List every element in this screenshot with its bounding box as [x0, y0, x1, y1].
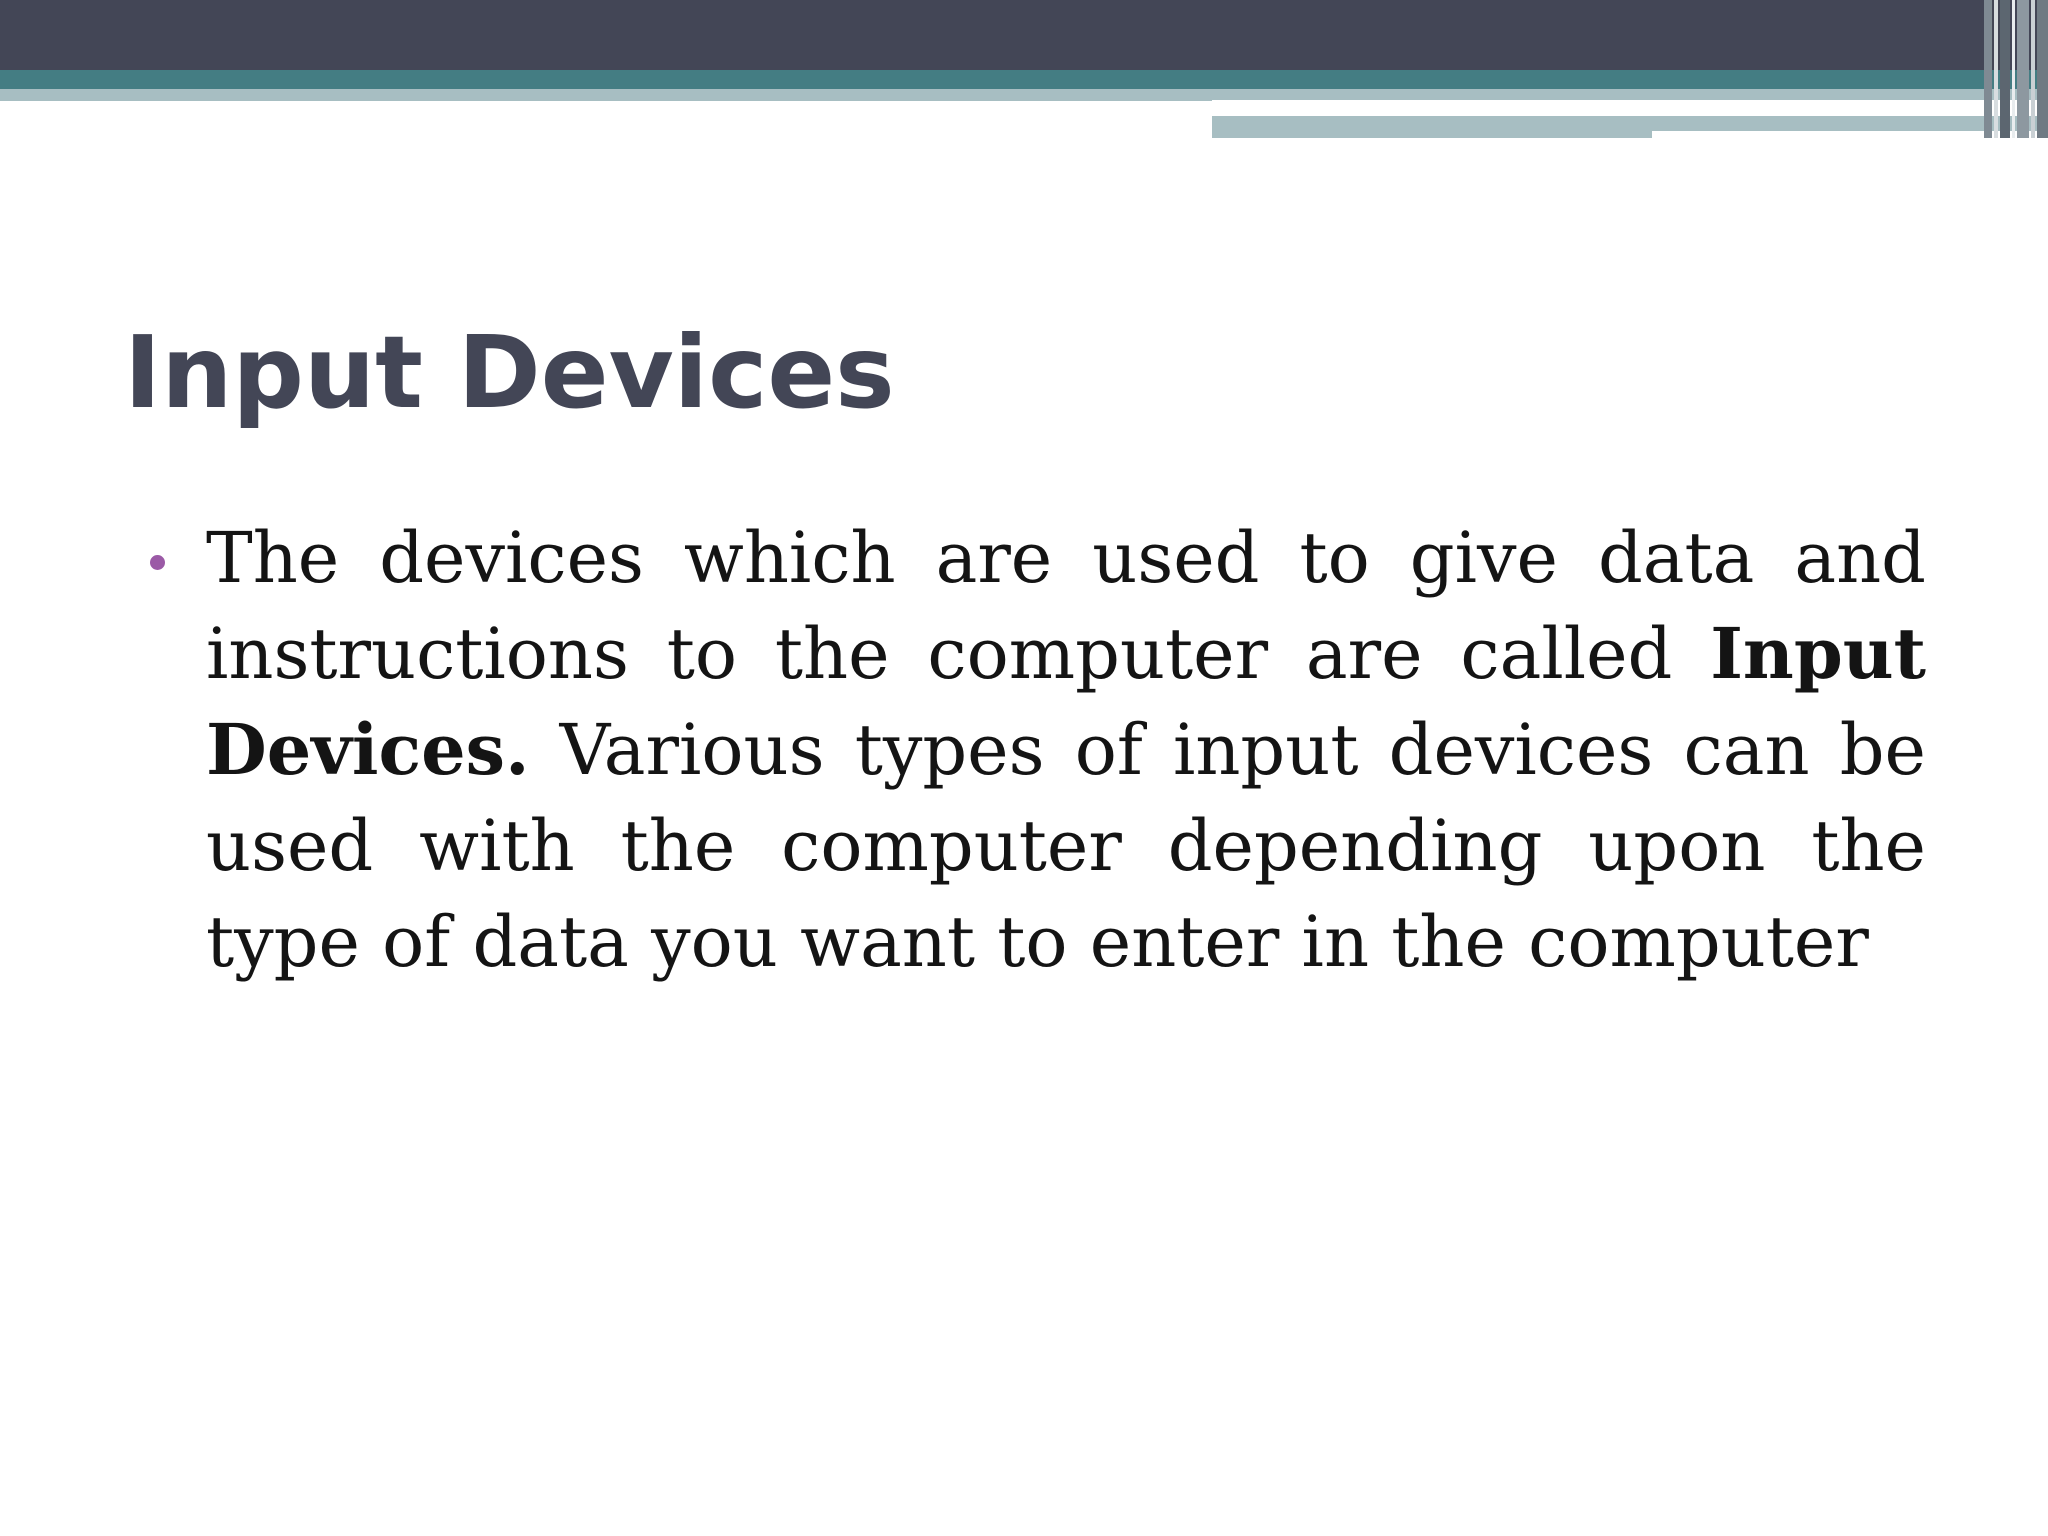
- list-item: [148, 510, 1926, 990]
- bullet-text-part1: The devices which are used to give data and instructions to the computer are called: [206, 517, 1926, 695]
- header-light-band-right: [1212, 89, 2048, 100]
- bullet-dot-icon: [150, 555, 165, 570]
- slide-title: Input Devices: [124, 314, 895, 431]
- bullet-text-part2: Various types of input devices can be used with the computer depending upon the type of data you want to enter in the computer: [206, 709, 1926, 983]
- bullet-list: [148, 510, 1926, 990]
- bullet-text: [206, 510, 1926, 990]
- header-dark-band: [0, 0, 2048, 70]
- bullet-text-bold: Input Devices.: [206, 612, 1926, 791]
- header-right-stripes: [1984, 0, 2048, 138]
- header-teal-band: [0, 70, 2048, 89]
- header-light-band-left: [0, 89, 1212, 101]
